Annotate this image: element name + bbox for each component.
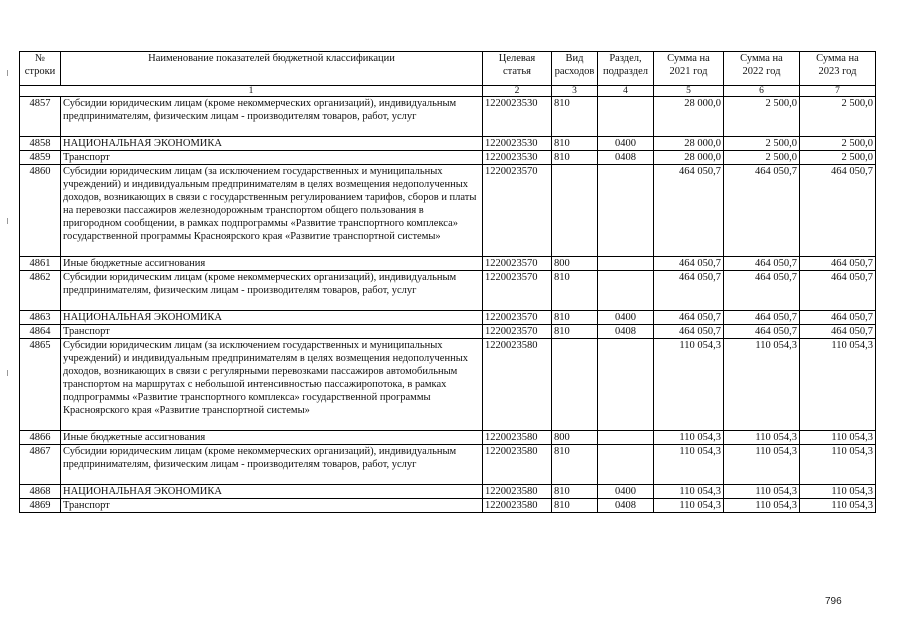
sum-2021: 464 050,7: [654, 271, 724, 311]
sum-2022: 464 050,7: [724, 325, 800, 339]
sum-2023: 2 500,0: [800, 137, 876, 151]
sum-2022: 110 054,3: [724, 499, 800, 513]
expense-type: 810: [552, 499, 598, 513]
section-code: [598, 445, 654, 485]
section-code: [598, 339, 654, 431]
budget-table: [19, 51, 876, 513]
sum-2021: 110 054,3: [654, 431, 724, 445]
table-row: [20, 431, 876, 445]
table-row: [20, 137, 876, 151]
target-article: 1220023580: [483, 339, 552, 431]
margin-tick: [7, 218, 8, 224]
sum-2021: 28 000,0: [654, 137, 724, 151]
row-number: 4860: [20, 165, 61, 257]
table-row: [20, 311, 876, 325]
expense-type: 810: [552, 271, 598, 311]
sum-2023: 110 054,3: [800, 339, 876, 431]
margin-tick: [7, 370, 8, 376]
column-number: 7: [800, 86, 876, 97]
table-row: [20, 325, 876, 339]
indicator-name: НАЦИОНАЛЬНАЯ ЭКОНОМИКА: [61, 137, 483, 151]
sum-2022: 110 054,3: [724, 485, 800, 499]
header-sum-2021: Сумма на 2021 год: [654, 52, 724, 86]
row-number: 4858: [20, 137, 61, 151]
sum-2022: 464 050,7: [724, 257, 800, 271]
sum-2022: 2 500,0: [724, 137, 800, 151]
sum-2023: 110 054,3: [800, 485, 876, 499]
row-number: 4859: [20, 151, 61, 165]
indicator-name: Иные бюджетные ассигнования: [61, 431, 483, 445]
row-number: 4862: [20, 271, 61, 311]
indicator-name: Транспорт: [61, 325, 483, 339]
table-row: [20, 271, 876, 311]
table-row: [20, 445, 876, 485]
section-code: 0408: [598, 151, 654, 165]
column-number: 4: [598, 86, 654, 97]
row-number: 4869: [20, 499, 61, 513]
sum-2021: 110 054,3: [654, 485, 724, 499]
indicator-name: Субсидии юридическим лицам (кроме некоммерческих организаций), индивидуальным предпринимателям, физическим лицам - производителям товаров, работ, услуг: [61, 97, 483, 137]
section-code: 0408: [598, 325, 654, 339]
row-number: 4868: [20, 485, 61, 499]
sum-2023: 464 050,7: [800, 257, 876, 271]
target-article: 1220023580: [483, 445, 552, 485]
row-number: 4865: [20, 339, 61, 431]
target-article: 1220023580: [483, 499, 552, 513]
table-row: [20, 485, 876, 499]
indicator-name: НАЦИОНАЛЬНАЯ ЭКОНОМИКА: [61, 485, 483, 499]
sum-2023: 464 050,7: [800, 325, 876, 339]
expense-type: 810: [552, 97, 598, 137]
expense-type: 810: [552, 325, 598, 339]
table-row: [20, 165, 876, 257]
header-expense-type: Вид расходов: [552, 52, 598, 86]
column-number: 3: [552, 86, 598, 97]
target-article: 1220023570: [483, 257, 552, 271]
header-sum-2022: Сумма на 2022 год: [724, 52, 800, 86]
indicator-name: Субсидии юридическим лицам (за исключением государственных и муниципальных учреждений) и индивидуальным предпринимателям в целях возмещения недополученных доходов, возникающих в связи с регулярными перевозками пассажиров автомобильным транспортом на маршрутах с небольшой интенсивностью пассажиропотока, в рамках подпрограммы «Развитие транспортного комплекса» государственной программы Красноярского края «Развитие транспортной системы»: [61, 339, 483, 431]
expense-type: 810: [552, 151, 598, 165]
section-code: [598, 97, 654, 137]
section-code: [598, 165, 654, 257]
section-code: [598, 431, 654, 445]
sum-2021: 28 000,0: [654, 97, 724, 137]
indicator-name: НАЦИОНАЛЬНАЯ ЭКОНОМИКА: [61, 311, 483, 325]
sum-2023: 110 054,3: [800, 431, 876, 445]
target-article: 1220023570: [483, 271, 552, 311]
table-body: [20, 86, 876, 513]
target-article: 1220023570: [483, 311, 552, 325]
target-article: 1220023530: [483, 97, 552, 137]
row-number: 4863: [20, 311, 61, 325]
expense-type: [552, 165, 598, 257]
target-article: 1220023580: [483, 485, 552, 499]
section-code: 0400: [598, 485, 654, 499]
target-article: 1220023570: [483, 325, 552, 339]
sum-2023: 2 500,0: [800, 97, 876, 137]
column-number: 2: [483, 86, 552, 97]
sum-2022: 110 054,3: [724, 339, 800, 431]
table-header: [20, 52, 876, 86]
sum-2021: 110 054,3: [654, 445, 724, 485]
sum-2023: 464 050,7: [800, 165, 876, 257]
indicator-name: Субсидии юридическим лицам (за исключением государственных и муниципальных учреждений) и индивидуальным предпринимателям в целях возмещения недополученных доходов, возникающих в связи с государственным регулированием тарифов, сборов и платы на перевозки пассажиров железнодорожным транспортом общего пользования в пригородном сообщении, в рамках подпрограммы «Развитие транспортного комплекса» государственной программы Красноярского края «Развитие транспортной системы»: [61, 165, 483, 257]
section-code: 0400: [598, 137, 654, 151]
section-code: [598, 271, 654, 311]
target-article: 1220023530: [483, 137, 552, 151]
sum-2022: 464 050,7: [724, 271, 800, 311]
table-row: [20, 339, 876, 431]
section-code: [598, 257, 654, 271]
header-target-article: Целевая статья: [483, 52, 552, 86]
target-article: 1220023580: [483, 431, 552, 445]
margin-tick: [7, 70, 8, 76]
table-row: [20, 499, 876, 513]
sum-2021: 110 054,3: [654, 499, 724, 513]
sum-2021: 28 000,0: [654, 151, 724, 165]
row-number: 4866: [20, 431, 61, 445]
column-number: 5: [654, 86, 724, 97]
indicator-name: Иные бюджетные ассигнования: [61, 257, 483, 271]
table-row: [20, 257, 876, 271]
expense-type: 810: [552, 445, 598, 485]
expense-type: 800: [552, 431, 598, 445]
expense-type: 810: [552, 485, 598, 499]
row-number: 4857: [20, 97, 61, 137]
indicator-name: Субсидии юридическим лицам (кроме некоммерческих организаций), индивидуальным предпринимателям, физическим лицам - производителям товаров, работ, услуг: [61, 271, 483, 311]
section-code: 0400: [598, 311, 654, 325]
sum-2021: 464 050,7: [654, 311, 724, 325]
expense-type: [552, 339, 598, 431]
section-code: 0408: [598, 499, 654, 513]
row-number: 4861: [20, 257, 61, 271]
sum-2022: 464 050,7: [724, 311, 800, 325]
column-number-row: [20, 86, 876, 97]
sum-2022: 110 054,3: [724, 431, 800, 445]
sum-2022: 464 050,7: [724, 165, 800, 257]
column-number: 1: [20, 86, 483, 97]
indicator-name: Субсидии юридическим лицам (кроме некоммерческих организаций), индивидуальным предпринимателям, физическим лицам - производителям товаров, работ, услуг: [61, 445, 483, 485]
column-number: 6: [724, 86, 800, 97]
target-article: 1220023570: [483, 165, 552, 257]
expense-type: 810: [552, 311, 598, 325]
sum-2021: 464 050,7: [654, 165, 724, 257]
header-indicator-name: Наименование показателей бюджетной классификации: [61, 52, 483, 86]
row-number: 4867: [20, 445, 61, 485]
expense-type: 810: [552, 137, 598, 151]
sum-2021: 110 054,3: [654, 339, 724, 431]
sum-2023: 2 500,0: [800, 151, 876, 165]
sum-2023: 464 050,7: [800, 311, 876, 325]
header-section: Раздел, подраздел: [598, 52, 654, 86]
indicator-name: Транспорт: [61, 151, 483, 165]
sum-2022: 2 500,0: [724, 97, 800, 137]
sum-2021: 464 050,7: [654, 257, 724, 271]
page-number: 796: [825, 596, 842, 607]
target-article: 1220023530: [483, 151, 552, 165]
sum-2021: 464 050,7: [654, 325, 724, 339]
table-row: [20, 97, 876, 137]
sum-2023: 110 054,3: [800, 499, 876, 513]
row-number: 4864: [20, 325, 61, 339]
header-row-number: № строки: [20, 52, 61, 86]
sum-2022: 2 500,0: [724, 151, 800, 165]
sum-2022: 110 054,3: [724, 445, 800, 485]
sum-2023: 464 050,7: [800, 271, 876, 311]
expense-type: 800: [552, 257, 598, 271]
table-row: [20, 151, 876, 165]
header-sum-2023: Сумма на 2023 год: [800, 52, 876, 86]
sum-2023: 110 054,3: [800, 445, 876, 485]
indicator-name: Транспорт: [61, 499, 483, 513]
